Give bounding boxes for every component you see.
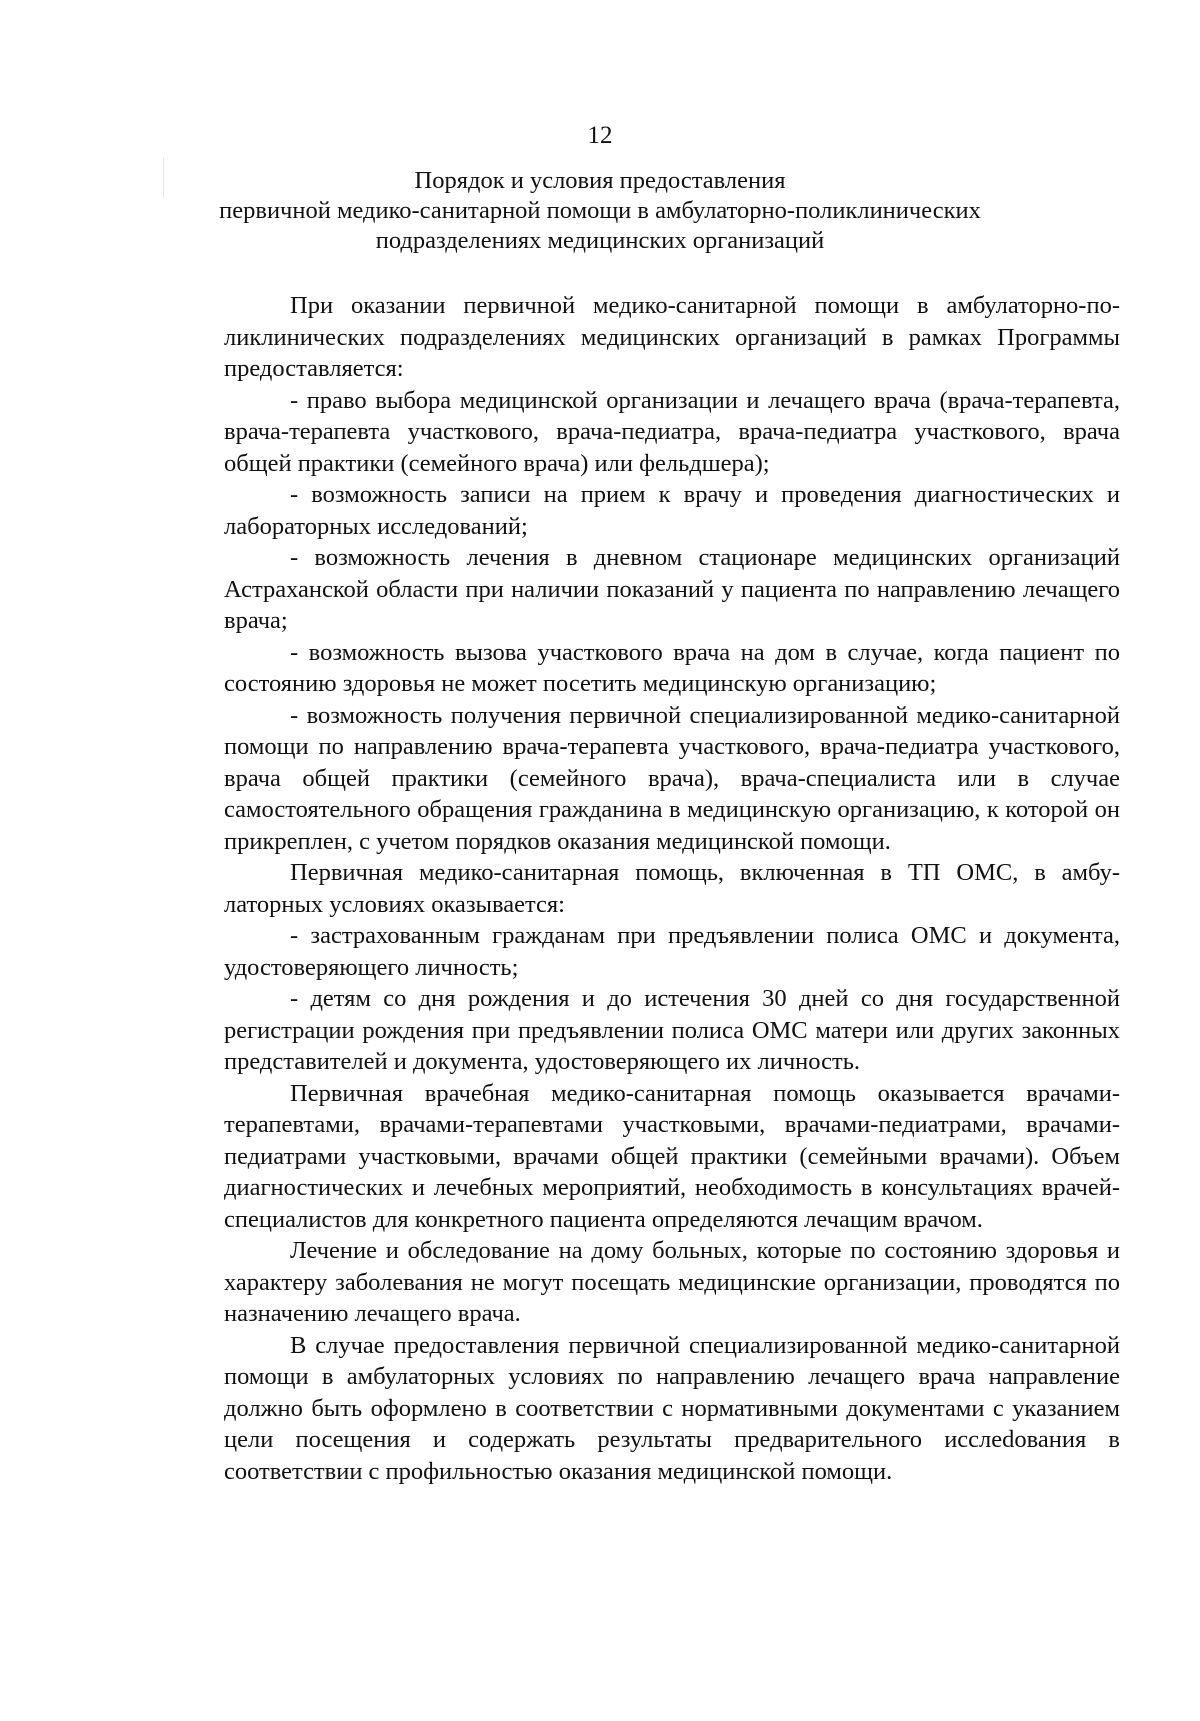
list-item-home-visit: - возможность вызова участкового врача на дом в случае, когда пациент по состоянию здоровья не может посетить медицинскую организацию;: [224, 638, 1120, 697]
heading-line-1: Порядок и условия предоставления: [414, 167, 786, 194]
list-item-children: - детям со дня рождения и до истечения 30 дней со дня государственной регистрации рождения при предъявлении полиса ОМС матери или других законных представителей и документа, удостоверяющего их личность.: [224, 985, 1120, 1075]
heading-line-2: первичной медико-санитарной помощи в амбулаторно-поликлинических: [219, 197, 981, 224]
body-text: [224, 290, 1120, 1487]
list-item-day-hospital: - возможность лечения в дневном стационаре медицинских организаций Астраханской области при наличии показаний у пациента по направлению лечащего врача;: [224, 544, 1120, 634]
page-number: 12: [587, 122, 613, 149]
section-heading: [200, 166, 1000, 256]
list-item-choice-of-doctor: - право выбора медицинской организации и лечащего врача (врача-терапевта, врача-терапевта участкового, врача-педиатра, врача-педиатра участкового, врача общей практики (семейного врача) или фельдшера);: [224, 386, 1120, 477]
paragraph-primary-care-doctors: Первичная врачебная медико-санитарная помощь оказывается врачами-терапевтами, врачами-терапевтами участковыми, врачами-педиатрами, врачами-педиатрами участковыми, врачами общей практики (семейными врачами). Объем диагностических и лечебных мероприятий, необходимость в консультациях врачей-специалистов для конкретного пациента определяются лечащим врачом.: [224, 1079, 1120, 1233]
heading-line-3: подразделениях медицинских организаций: [375, 227, 825, 254]
list-item-appointment: - возможность записи на прием к врачу и проведения диагностических и лабораторных исследований;: [224, 481, 1120, 540]
paragraph-oms-provision: Первичная медико-санитарная помощь, включенная в ТП ОМС, в амбулаторных условиях оказывается:: [224, 859, 1120, 918]
paragraph-home-treatment: Лечение и обследование на дому больных, которые по состоянию здоровья и характеру заболевания не могут посещать медицинские организации, проводятся по назначению лечащего врача.: [224, 1237, 1120, 1327]
paragraph-specialized-referral: В случае предоставления первичной специализированной медико-санитарной помощи в амбулаторных условиях по направлению лечащего врача направление должно быть оформлено в соответствии с нормативными документами с указанием цели посещения и содержать результаты предварительного исслеdования в соответствии с профильностью оказания медицинской помощи.: [224, 1331, 1120, 1485]
paragraph-intro: При оказании первичной медико-санитарной помощи в амбулаторно-поликлинических подразделениях медицинских организаций в рамках Программы предоставляется:: [224, 292, 1120, 382]
list-item-specialized-care: - возможность получения первичной специализированной медико-санитарной помощи по направлению врача-терапевта участкового, врача-педиатра участкового, врача общей практики (семейного врача), врача-специалиста или в случае самостоятельного обращения гражданина в медицинскую организацию, к которой он прикреплен, с учетом порядков оказания медицинской помощи.: [224, 701, 1120, 855]
list-item-insured-citizens: - застрахованным гражданам при предъявлении полиса ОМС и документа, удостоверяющего личность;: [224, 922, 1120, 981]
scan-artifact: [163, 158, 164, 198]
